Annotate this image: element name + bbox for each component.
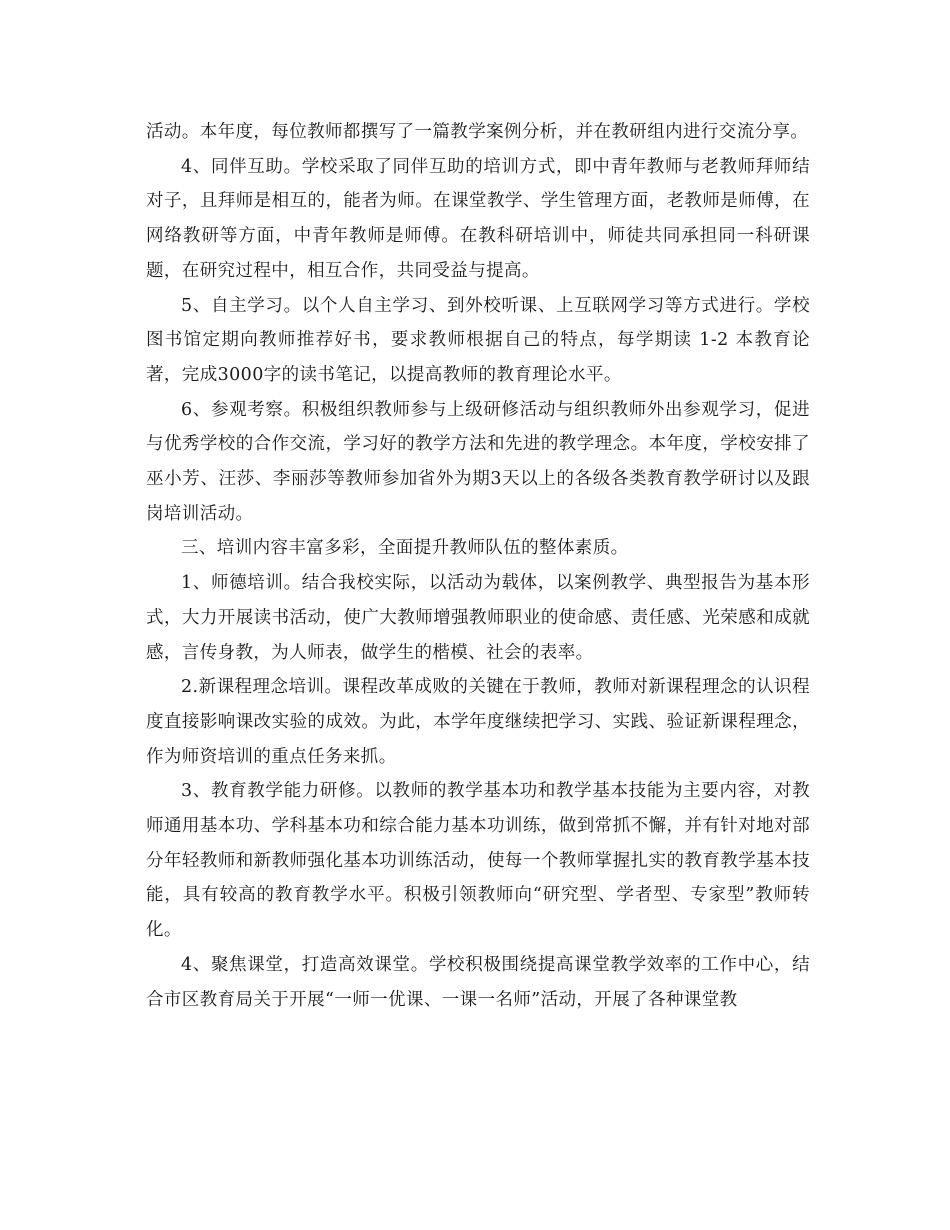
paragraph-visits: 6、参观考察。积极组织教师参与上级研修活动与组织教师外出参观学习，促进与优秀学校的合作交流，学习好的教学方法和先进的教学理念。本年度，学校安排了巫小芳、汪莎、李丽莎等教师参加省外为期3天以上的各级各类教育教学研讨以及跟岗培训活动。 <box>146 399 810 524</box>
paragraph-curriculum-training: 2.新课程理念培训。课程改革成败的关键在于教师，教师对新课程理念的认识程度直接影响课改实验的成效。为此，本学年度继续把学习、实践、验证新课程理念，作为师资培训的重点任务来抓。 <box>146 677 810 767</box>
paragraph-self-study: 5、自主学习。以个人自主学习、到外校听课、上互联网学习等方式进行。学校图书馆定期向教师推荐好书，要求教师根据自己的特点，每学期读 1-2 本教育论著，完成3000字的读书笔记，以提高教师的教育理论水平。 <box>146 295 810 385</box>
paragraph-continuation: 活动。本年度，每位教师都撰写了一篇教学案例分析，并在教研组内进行交流分享。 <box>146 122 809 142</box>
document-body <box>146 115 810 1017</box>
paragraph-ethics-training: 1、师德培训。结合我校实际，以活动为载体，以案例教学、典型报告为基本形式，大力开展读书活动，使广大教师增强教师职业的使命感、责任感、光荣感和成就感，言传身教，为人师表，做学生的楷模、社会的表率。 <box>146 573 810 663</box>
paragraph-classroom-focus: 4、聚焦课堂，打造高效课堂。学校积极围绕提高课堂教学效率的工作中心，结合市区教育局关于开展“一师一优课、一课一名师”活动，开展了各种课堂教 <box>146 954 810 1010</box>
paragraph-teaching-ability: 3、教育教学能力研修。以教师的教学基本功和教学基本技能为主要内容，对教师通用基本功、学科基本功和综合能力基本功训练，做到常抓不懈，并有针对地对部分年轻教师和新教师强化基本功训练活动，使每一个教师掌握扎实的教育教学基本技能，具有较高的教育教学水平。积极引领教师向“研究型、学者型、专家型”教师转化。 <box>146 781 810 941</box>
section-heading-training-content: 三、培训内容丰富多彩，全面提升教师队伍的整体素质。 <box>181 538 629 559</box>
paragraph-peer-mentoring: 4、同伴互助。学校采取了同伴互助的培训方式，即中青年教师与老教师拜师结对子，且拜师是相互的，能者为师。在课堂教学、学生管理方面，老教师是师傅，在网络教研等方面，中青年教师是师傅。在教科研培训中，师徒共同承担同一科研课题，在研究过程中，相互合作，共同受益与提高。 <box>146 156 810 281</box>
